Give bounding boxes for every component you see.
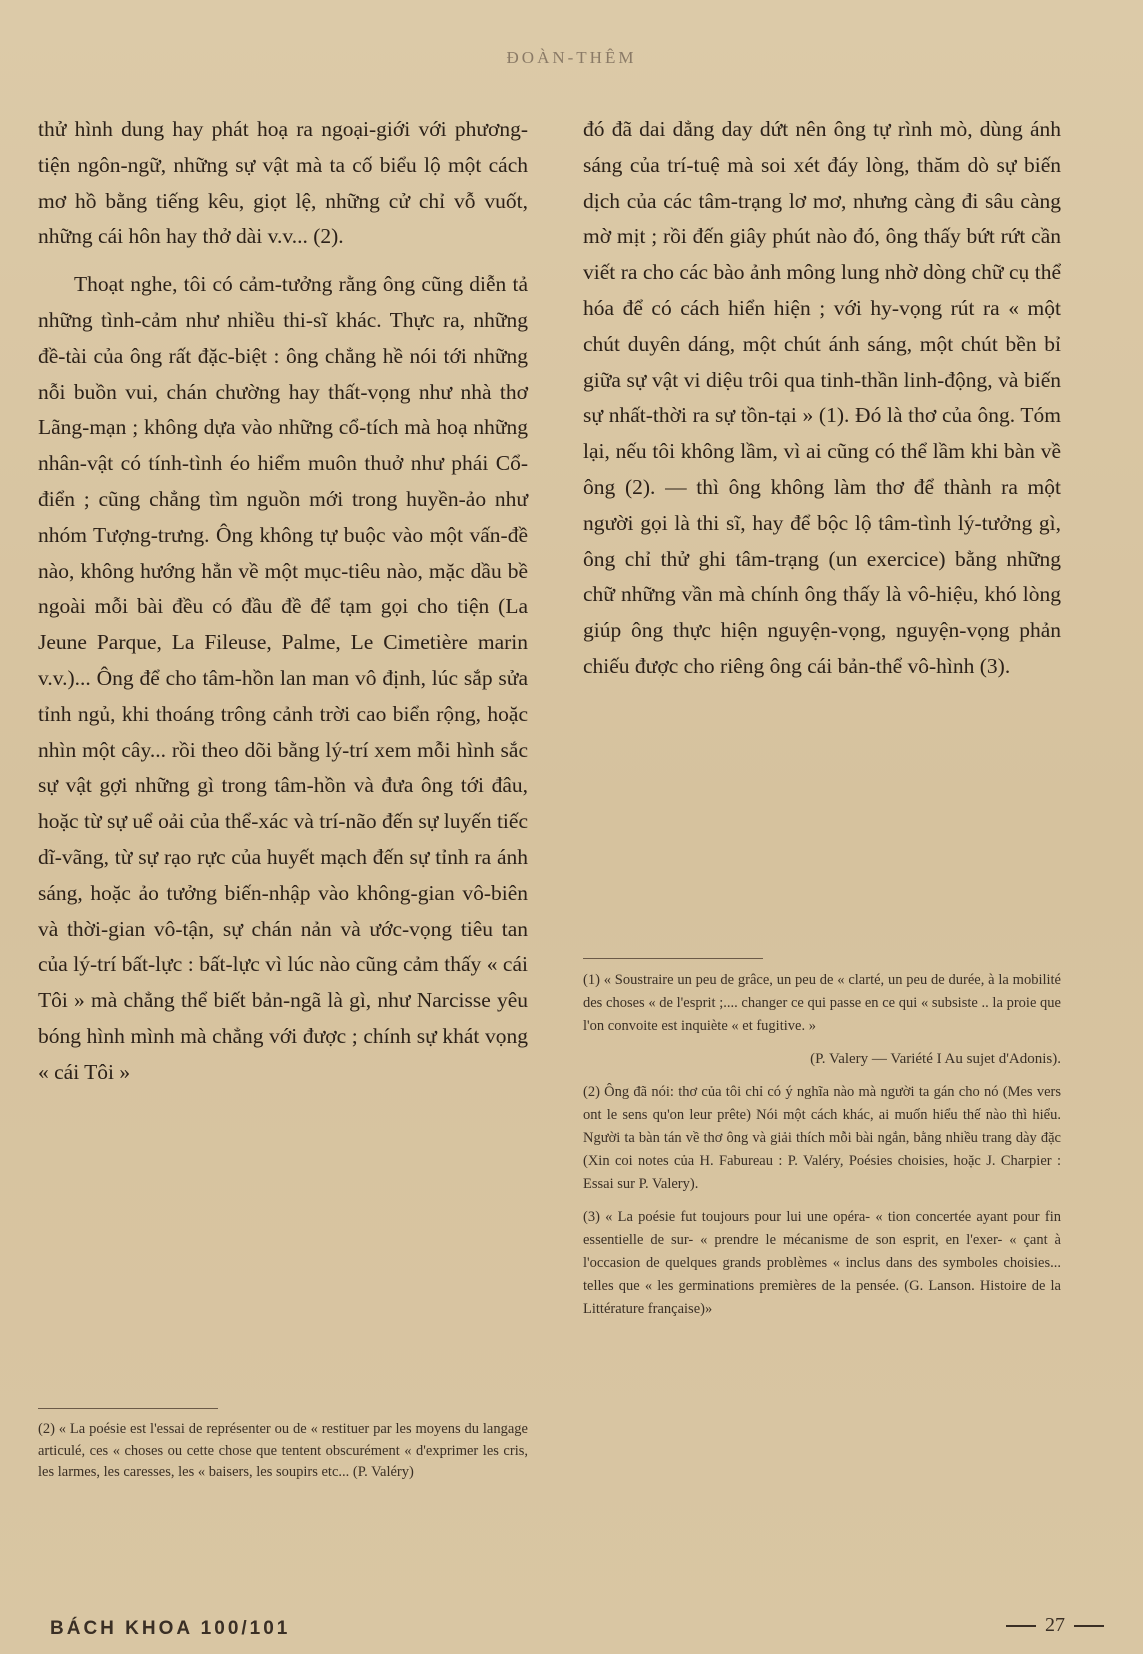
right-footnotes (583, 950, 1061, 1331)
footer-page-number (1002, 1614, 1108, 1637)
footnote-3: (3) « La poésie fut toujours pour lui une opéra- « tion concertée ayant pour fin essentielle de sur- « prendre le mécanisme de son esprit, en l'exer- « çant à l'occasion de quelques grands problèmes « inclus dans des symboles choisies... telles que « les germinations premières de la pensée. (G. Lanson. Histoire de la Littérature française)» (583, 1209, 1061, 1317)
footer-publication: BÁCH KHOA 100/101 (50, 1618, 291, 1639)
page-number: 27 (1045, 1614, 1065, 1636)
left-paragraph-2: Thoạt nghe, tôi có cảm-tưởng rằng ông cũng diễn tả những tình-cảm như nhiều thi-sĩ khác. Thực ra, những đề-tài của ông rất đặc-biệt : ông chẳng hề nói tới những nỗi buồn vui, chán chường hay thất-vọng như nhà thơ Lãng-mạn ; không dựa vào những cổ-tích mà hoạ những nhân-vật có tính-tình éo hiểm muôn thuở như phái Cổ-điển ; cũng chẳng tìm nguồn mới trong huyền-ảo như nhóm Tượng-trưng. Ông không tự buộc vào một vấn-đề nào, không hướng hẳn về một mục-tiêu nào, mặc dầu bề ngoài mỗi bài đều có đầu đề để tạm gọi cho tiện (La Jeune Parque, La Fileuse, Palme, Le Cimetière marin v.v.)... Ông để cho tâm-hồn lan man vô định, lúc sắp sửa tỉnh ngủ, khi thoáng trông cảnh trời cao biển rộng, hoặc nhìn một cây... rồi theo dõi bằng lý-trí xem mỗi hình sắc sự vật gợi những gì trong tâm-hồn và đưa ông tới đâu, hoặc từ sự uể oải của thể-xác và trí-não đến sự luyến tiếc dĩ-vãng, từ sự rạo rực của huyết mạch đến sự tỉnh ra ánh sáng, hoặc ảo tưởng biến-nhập vào không-gian vô-biên và thời-gian vô-tận, sự chán nản và ước-vọng tiêu tan của lý-trí bất-lực : bất-lực vì lúc nào cũng cảm thấy « cái Tôi » mà chẳng thể biết bản-ngã là gì, như Narcisse yêu bóng hình mình mà chẳng với được ; chính sự khát vọng « cái Tôi » (38, 272, 528, 1084)
footnote-1: (1) « Soustraire un peu de grâce, un peu de « clarté, un peu de durée, à la mobilité des choses « de l'esprit ;.... changer ce qui passe en ce qui « subsiste .. la proie que l'on convoite est inquiète « et fugitive. » (583, 972, 1061, 1034)
footnote-divider (38, 1408, 218, 1409)
right-paragraph-1: đó đã dai dẳng day dứt nên ông tự rình mò, dùng ánh sáng của trí-tuệ mà soi xét đáy lòng, thăm dò sự biến dịch của các tâm-trạng lơ mơ, nhưng càng đi sâu càng mờ mịt ; rồi đến giây phút nào đó, ông thấy bứt rứt cần viết ra cho các bào ảnh mông lung nhờ dòng chữ cụ thể hóa để có cách hiển hiện ; với hy-vọng rút ra « một chút duyên dáng, một chút ánh sáng, một chút bền bỉ giữa sự vật vi diệu trôi qua tinh-thần linh-động, và biến sự nhất-thời ra sự tồn-tại » (1). Đó là thơ của ông. Tóm lại, nếu tôi không lầm, vì ai cũng có thể lầm khi bàn về ông (2). — thì ông không làm thơ để thành ra một người gọi là thi sĩ, hay để bộc lộ tâm-tình lý-tưởng gì, ông chỉ thử ghi tâm-trạng (un exercice) bằng những chữ những vần mà chính ông thấy là vô-hiệu, khó lòng giúp ông thực hiện nguyện-vọng, nguyện-vọng phản chiếu được cho riêng ông cái bản-thể vô-hình (3). (583, 117, 1061, 678)
footnote-2: (2) Ông đã nói: thơ của tôi chỉ có ý nghĩa nào mà người ta gán cho nó (Mes vers ont le sens qu'on leur prête) Nói một cách khác, ai muốn hiểu thế nào thì hiểu. Người ta bàn tán về thơ ông và giải thích mỗi bài ngắn, bằng nhiều trang dày đặc (Xin coi notes của H. Fabureau : P. Valéry, Poésies choisies, hoặc J. Charpier : Essai sur P. Valery). (583, 1084, 1061, 1192)
right-column (583, 112, 1061, 697)
page-header: ĐOÀN-THÊM (506, 48, 637, 67)
left-footnotes (38, 1400, 528, 1484)
footnote-divider (583, 958, 763, 959)
footnote-2-left: (2) « La poésie est l'essai de représenter ou de « restituer par les moyens du langage articulé, ces « choses ou cette chose que tentent obscurément « d'exprimer les cris, les larmes, les caresses, les « baisers, les soupirs etc... (P. Valéry) (38, 1421, 528, 1480)
left-paragraph-1: thử hình dung hay phát hoạ ra ngoại-giới với phương-tiện ngôn-ngữ, những sự vật mà ta cố biểu lộ một cách mơ hồ bằng tiếng kêu, giọt lệ, những cử chỉ vỗ vuốt, những cái hôn hay thở dài v.v... (2). (38, 117, 528, 249)
dash-left-icon (1006, 1625, 1036, 1627)
dash-right-icon (1074, 1625, 1104, 1627)
left-column (38, 112, 528, 1103)
footnote-1-source: (P. Valery — Variété I Au sujet d'Adonis). (810, 1051, 1061, 1067)
